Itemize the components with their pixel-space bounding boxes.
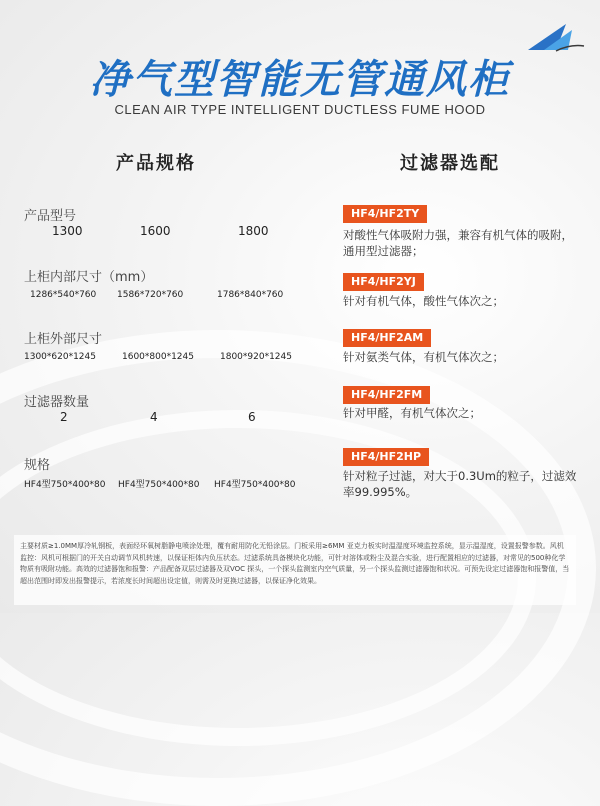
filter-description: 对酸性气体吸附力强，兼容有机气体的吸附，通用型过滤器； [343,228,573,258]
filter-count-label: 过滤器数量 [24,395,90,410]
spec-value: HF4型750*400*80 [118,480,200,490]
filter-code-badge: HF4/HF2AM [343,329,431,347]
filter-code-badge: HF4/HF2TY [343,205,427,223]
outer-size-value: 1800*920*1245 [220,352,292,362]
inner-size-label: 上柜内部尺寸（mm） [24,270,154,285]
filter-description: 针对有机气体，酸性气体次之； [343,294,504,308]
outer-size-value: 1600*800*1245 [122,352,194,362]
model-label: 产品型号 [24,209,77,224]
inner-size-value: 1286*540*760 [30,290,97,300]
spec-value: HF4型750*400*80 [24,480,106,490]
page-title: 净气型智能无管通风柜 [90,57,510,103]
filter-count-value: 6 [248,410,256,424]
spec-value: HF4型750*400*80 [214,480,296,490]
filter-count-value: 2 [60,410,68,424]
filter-count-value: 4 [150,410,158,424]
spec-label: 规格 [24,458,51,473]
outer-size-value: 1300*620*1245 [24,352,96,362]
inner-size-value: 1586*720*760 [117,290,184,300]
filter-code-badge: HF4/HF2YJ [343,273,424,291]
filter-code-badge: HF4/HF2FM [343,386,430,404]
footer-description: 主要材质≥1.0MM厚冷轧钢板，表面经环氧树脂静电喷涂处理，覆有耐用防化无铅涂层。门板采用≥6MM 亚克力板实时温湿度环境监控系统，显示温湿度，设置报警参数。风机监控：风机可根据门的开关自动调节风机转速，以保证柜体内负压状态。过滤系统具备模块化功能，可针对溶体或粉尘及混合实验，进行配置相应的过滤器，对常见的500种化学物质有吸附功能。高效的过滤器饱和报警：产品配备双层过滤器及双VOC 探头，一个探头监测室内空气质量，另一个探头监测过滤器饱和状况。可预先设定过滤器饱和报警值，当超出范围时即发出报警提示，若浓度长时间超出设定值，则需及时更换过滤器，以保证净化效果。 [14,535,576,605]
inner-size-value: 1786*840*760 [217,290,284,300]
model-value: 1800 [238,224,269,238]
page-subtitle: CLEAN AIR TYPE INTELLIGENT DUCTLESS FUME HOOD [114,102,486,117]
filter-description: 针对氨类气体，有机气体次之； [343,350,504,364]
filter-code-badge: HF4/HF2HP [343,448,429,466]
filter-description: 针对甲醛，有机气体次之； [343,406,481,420]
model-value: 1300 [52,224,83,238]
filter-description: 针对粒子过滤，对大于0.3Um的粒子，过滤效率99.995%。 [343,469,577,499]
spec-heading: 产品规格 [116,153,196,174]
filter-heading: 过滤器选配 [400,153,500,174]
outer-size-label: 上柜外部尺寸 [24,332,103,347]
model-value: 1600 [140,224,171,238]
